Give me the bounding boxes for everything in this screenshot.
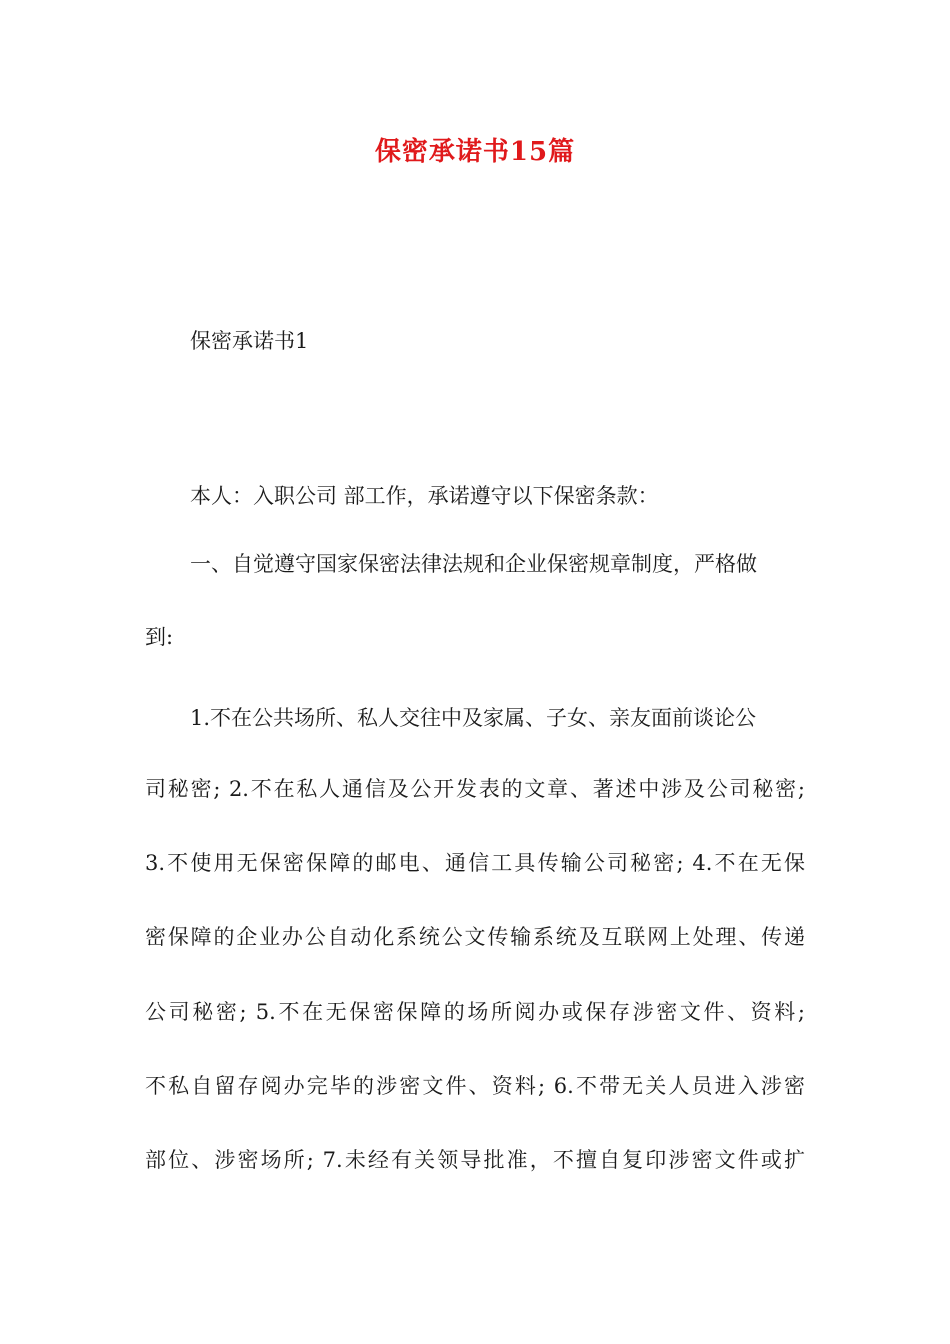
paragraph-line: 司秘密; 2.不在私人通信及公开发表的文章、著述中涉及公司秘密;: [145, 777, 805, 801]
document-title: 保密承诺书15篇: [374, 137, 576, 167]
paragraph-line: 不私自留存阅办完毕的涉密文件、资料; 6.不带无关人员进入涉密: [145, 1074, 805, 1098]
paragraph-line: 部位、涉密场所; 7.未经有关领导批准，不擅自复印涉密文件或扩: [145, 1148, 805, 1172]
section-heading: 保密承诺书1: [190, 329, 309, 353]
paragraph-line: 密保障的企业办公自动化系统公文传输系统及互联网上处理、传递: [145, 925, 805, 949]
paragraph-line: 一、自觉遵守国家保密法律法规和企业保密规章制度，严格做: [190, 552, 757, 576]
paragraph-line: 到:: [145, 625, 174, 649]
paragraph-line: 本人：入职公司 部工作，承诺遵守以下保密条款：: [190, 484, 659, 508]
paragraph-line: 1.不在公共场所、私人交往中及家属、子女、亲友面前谈论公: [190, 706, 757, 730]
paragraph-line: 3.不使用无保密保障的邮电、通信工具传输公司秘密; 4.不在无保: [145, 851, 805, 875]
paragraph-line: 公司秘密; 5.不在无保密保障的场所阅办或保存涉密文件、资料;: [145, 1000, 805, 1024]
